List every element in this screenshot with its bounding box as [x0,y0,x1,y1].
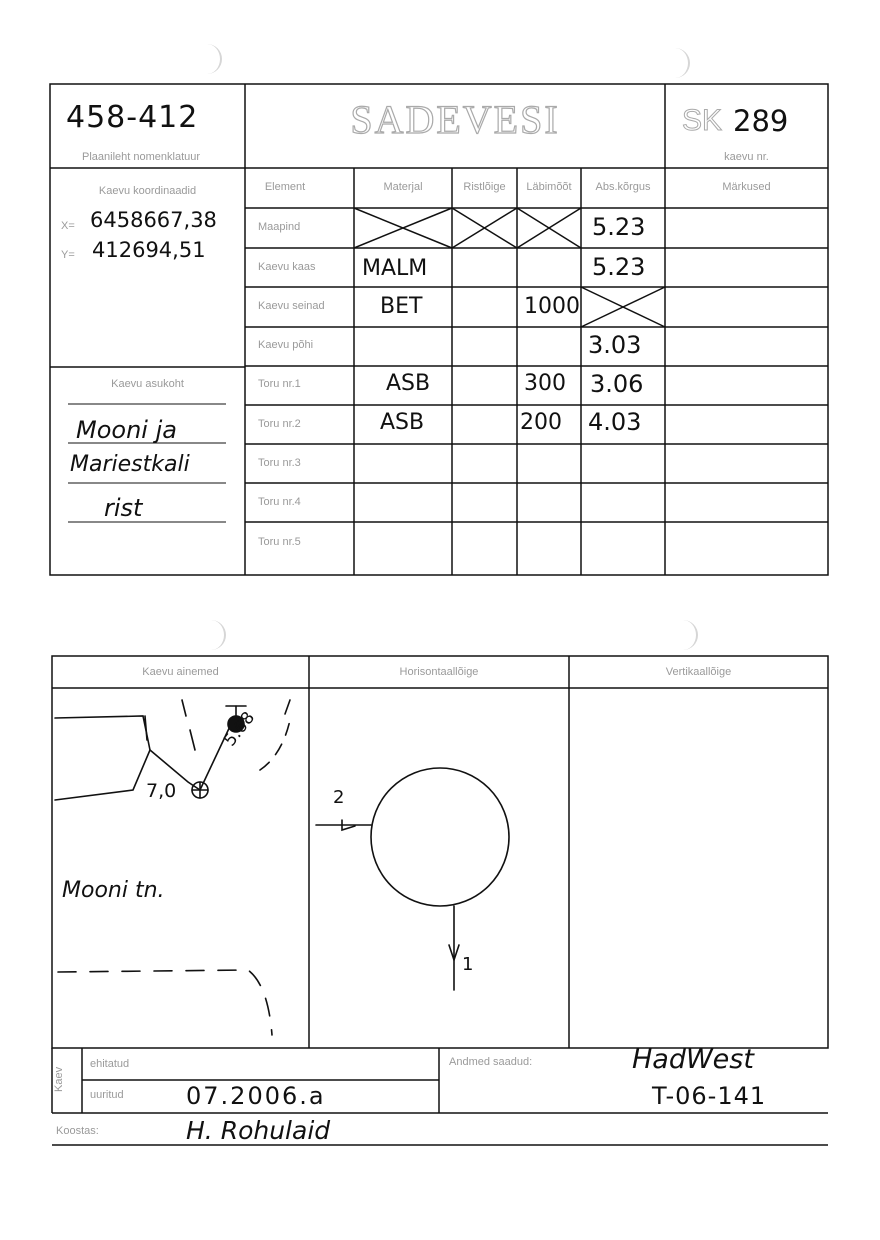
data-source-value: HadWest [632,1044,754,1075]
location-line-3: rist [104,494,143,522]
coords-label: Kaevu koordinaadid [98,185,197,197]
row-abs-height: 5.23 [592,253,646,281]
row-material: BET [380,294,423,319]
row-diameter: 200 [520,410,562,435]
row-element: Toru nr.5 [258,536,301,548]
x-prefix: X= [61,220,75,232]
row-material: ASB [386,371,431,396]
x-coordinate: 6458667,38 [90,208,217,232]
row-element: Toru nr.1 [258,378,301,390]
data-received-label: Andmed saadud: [449,1056,533,1068]
col-header-abs-height: Abs.kõrgus [595,181,651,193]
sketch-col-label-1: Kaevu ainemed [142,666,219,678]
row-element: Kaevu põhi [258,339,314,351]
y-prefix: Y= [61,249,75,261]
row-element: Toru nr.3 [258,457,301,469]
row-abs-height: 4.03 [588,408,642,436]
col-header-diameter: Läbimõõt [526,181,572,193]
street-name: Mooni tn. [62,878,165,903]
row-element: Toru nr.2 [258,418,301,430]
location-label: Kaevu asukoht [111,378,184,390]
row-diameter: 300 [524,371,566,396]
distance-label: 5.68 [220,708,260,751]
plan-nomenclature-label: Plaanileht nomenklatuur [82,151,201,163]
distance-label: 7,0 [146,780,177,802]
compiled-by-signature: H. Rohulaid [186,1116,331,1145]
plan-nomenclature-value: 458-412 [66,100,199,135]
row-element: Kaevu seinad [258,300,325,312]
row-diameter: 1000 [524,294,580,319]
footer-side-label: Kaev [53,1066,65,1092]
surveyed-date: 07.2006.a [186,1082,326,1110]
well-number: 289 [733,104,789,138]
location-line-2: Mariestkali [70,452,190,477]
built-label: ehitatud [90,1058,130,1070]
col-header-material: Materjal [383,181,423,193]
row-material: MALM [362,256,428,281]
sketch-col-label-2: Horisontaallõige [399,666,479,678]
row-abs-height: 3.03 [588,331,642,359]
col-header-cross-section: Ristlõige [463,181,506,193]
row-material: ASB [380,410,425,435]
row-element: Maapind [258,221,301,233]
row-abs-height: 5.23 [592,213,646,241]
row-abs-height: 3.06 [590,370,644,398]
data-reference-value: T-06-141 [652,1082,767,1110]
y-coordinate: 412694,51 [92,238,206,262]
location-line-1: Mooni ja [76,416,177,444]
form-title: SADEVESI [350,97,560,142]
col-header-notes: Märkused [722,181,771,193]
sketch-col-label-3: Vertikaallõige [665,666,732,678]
row-element: Toru nr.4 [258,496,301,508]
surveyed-label: uuritud [90,1089,124,1101]
compiled-by-label: Koostas: [56,1125,99,1137]
well-number-label: kaevu nr. [724,151,769,163]
row-element: Kaevu kaas [258,261,316,273]
col-header-element: Element [264,181,306,193]
pipe-number-2: 2 [333,787,345,808]
pipe-number-1: 1 [462,954,474,975]
well-prefix: SK [682,104,723,137]
